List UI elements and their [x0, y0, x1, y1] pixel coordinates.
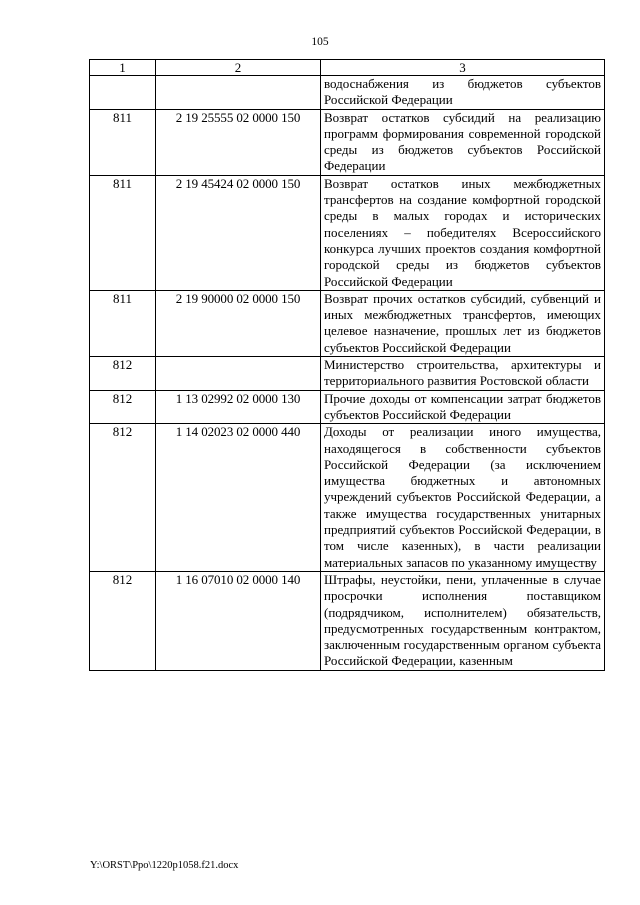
kbk-cell	[156, 357, 321, 391]
page-number: 105	[311, 36, 329, 48]
code-cell: 811	[90, 290, 156, 356]
kbk-cell: 2 19 90000 02 0000 150	[156, 290, 321, 356]
table-row	[90, 357, 605, 391]
header-cell: 1	[90, 60, 156, 76]
code-cell: 812	[90, 357, 156, 391]
table-row	[90, 76, 605, 110]
code-cell	[90, 76, 156, 110]
kbk-cell: 1 13 02992 02 0000 130	[156, 390, 321, 424]
header-cell: 2	[156, 60, 321, 76]
code-cell: 811	[90, 175, 156, 290]
kbk-cell	[156, 76, 321, 110]
code-cell: 811	[90, 109, 156, 175]
description-cell: Возврат прочих остатков субсидий, субвенций и иных межбюджетных трансфертов, имеющих целевое назначение, прошлых лет из бюджетов субъектов Российской Федерации	[321, 290, 605, 356]
table-row	[90, 175, 605, 290]
description-cell: Доходы от реализации иного имущества, находящегося в собственности субъектов Российской Федерации (за исключением имущества бюджетных и автономных учреждений субъектов Российской Федерации, а также имущества государственных унитарных предприятий субъектов Российской Федерации, в том числе казенных), в части реализации материальных запасов по указанному имуществу	[321, 424, 605, 572]
file-path-footer: Y:\ORST\Ppo\1220p1058.f21.docx	[90, 860, 239, 871]
table-row	[90, 571, 605, 670]
document-table	[89, 59, 605, 671]
description-cell: Штрафы, неустойки, пени, уплаченные в случае просрочки исполнения поставщиком (подрядчиком, исполнителем) обязательств, предусмотренных государственным контрактом, заключенным государственным органом субъекта Российской Федерации, казенным	[321, 571, 605, 670]
code-cell: 812	[90, 571, 156, 670]
code-cell: 812	[90, 390, 156, 424]
description-cell: Прочие доходы от компенсации затрат бюджетов субъектов Российской Федерации	[321, 390, 605, 424]
kbk-cell: 2 19 25555 02 0000 150	[156, 109, 321, 175]
code-cell: 812	[90, 424, 156, 572]
description-cell: Возврат остатков субсидий на реализацию программ формирования современной городской среды из бюджетов субъектов Российской Федерации	[321, 109, 605, 175]
kbk-cell: 2 19 45424 02 0000 150	[156, 175, 321, 290]
description-cell: Министерство строительства, архитектуры и территориального развития Ростовской области	[321, 357, 605, 391]
description-cell: водоснабжения из бюджетов субъектов Российской Федерации	[321, 76, 605, 110]
kbk-cell: 1 16 07010 02 0000 140	[156, 571, 321, 670]
table-row	[90, 109, 605, 175]
header-cell: 3	[321, 60, 605, 76]
table-header-row	[90, 60, 605, 76]
table-row	[90, 390, 605, 424]
table-row	[90, 424, 605, 572]
description-cell: Возврат остатков иных межбюджетных трансфертов на создание комфортной городской среды в малых городах и исторических поселениях – победителях Всероссийского конкурса лучших проектов создания комфортной городской среды из бюджетов субъектов Российской Федерации	[321, 175, 605, 290]
table-row	[90, 290, 605, 356]
kbk-cell: 1 14 02023 02 0000 440	[156, 424, 321, 572]
